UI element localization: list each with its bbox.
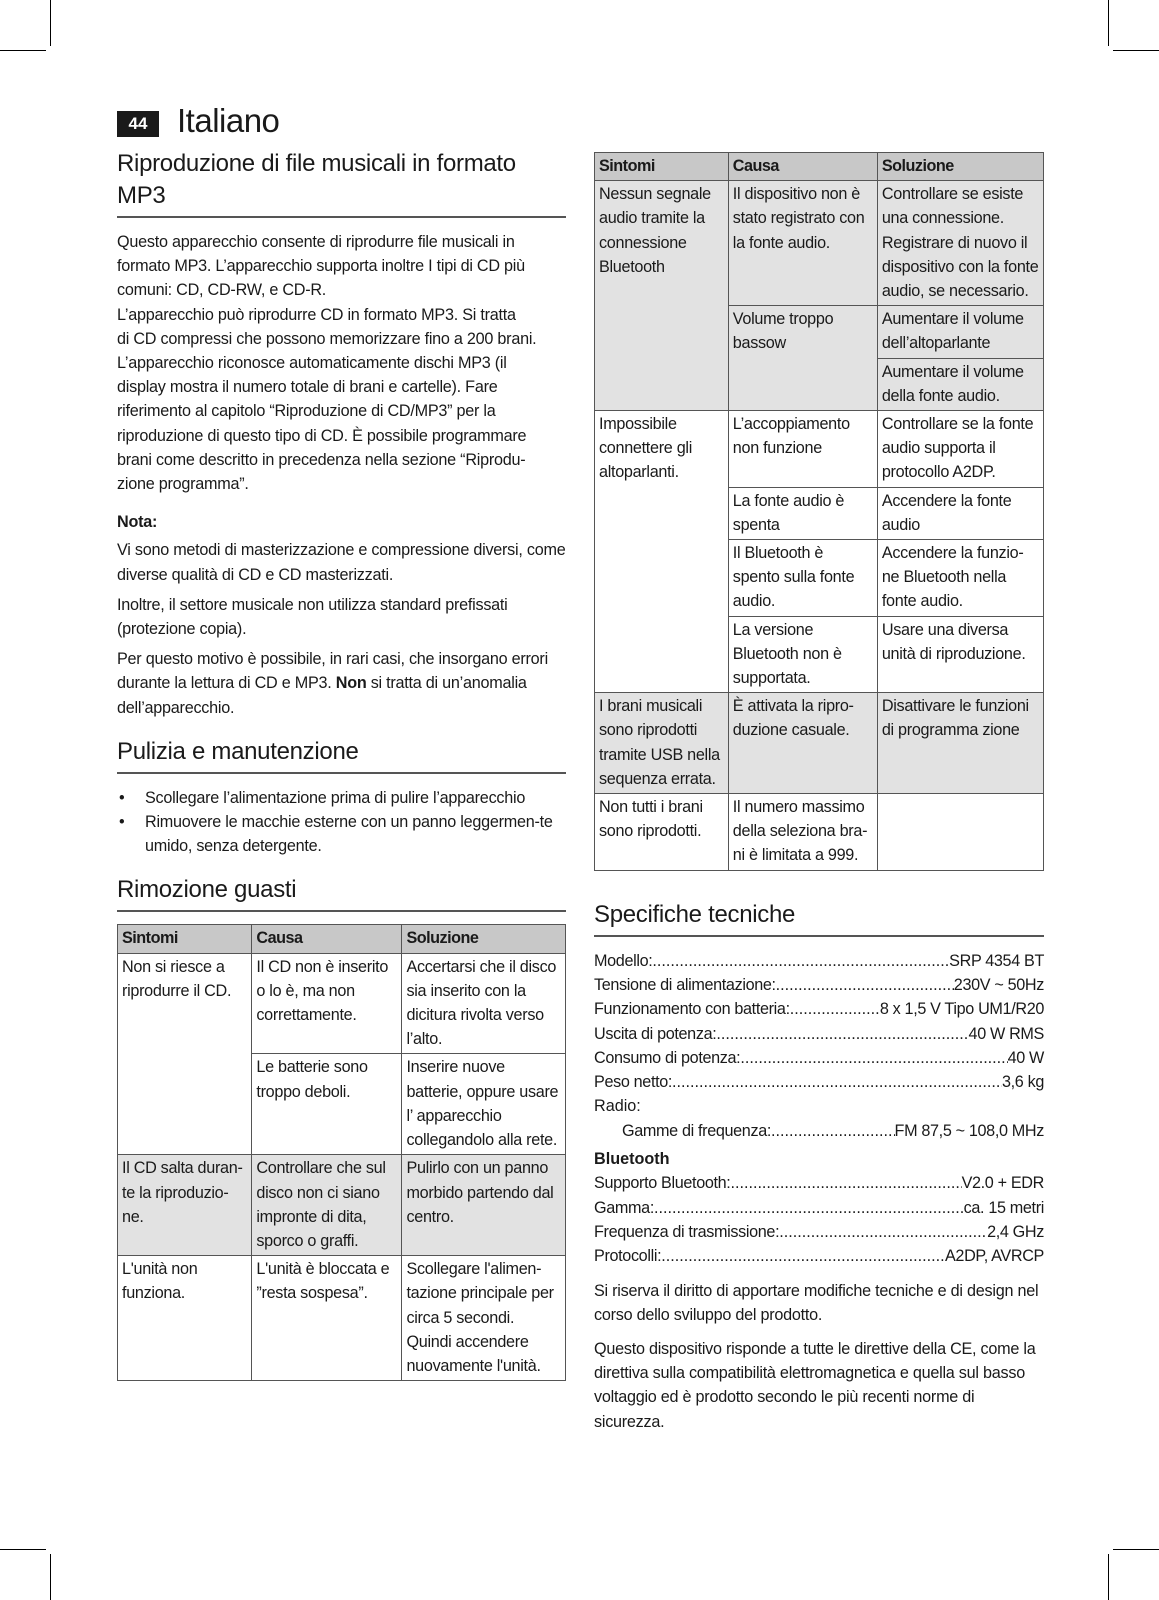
disclaimer-paragraph: Questo dispositivo risponde a tutte le direttive della CE, come la direttiva sulla compatibilità elettromagnetica e quella sul basso voltaggio ed è prodotto secondo le più recenti norme di sicurezza. [594,1339,1036,1431]
mp3-intro-line: L’apparecchio riconosce automaticamente dischi MP3 (il [117,354,507,373]
table-row [118,1155,566,1256]
note-block [117,538,566,719]
table-cell [877,794,1043,871]
table-row [595,693,1044,794]
table-cell: La versione Bluetooth non è supportata. [728,616,877,693]
note-bold-text: Non [335,674,367,693]
spec-value: 2,4 GHz [987,1222,1044,1241]
table-cell: Il dispositivo non è stato registrato con la fonte audio. [728,181,877,306]
table-cell: Accertarsi che il disco sia inserito con la dicitura rivolta verso l’alto. [402,953,566,1054]
spec-label: Consumo di potenza: [594,1048,741,1067]
mp3-intro-line: Questo apparecchio consente di riprodurre file musicali in [117,233,515,251]
mp3-intro-line: display mostra il numero totale di brani e cartelle). Fare [117,378,498,397]
note-paragraph: Vi sono metodi di masterizzazione e compressione diversi, come diverse qualità di CD e CD masterizzati. [117,541,566,584]
radio-label: Radio: [594,1097,641,1116]
table-row [595,794,1044,871]
table-cell: Inserire nuove batterie, oppure usare l’ apparecchio collegandolo alla rete. [402,1054,566,1155]
note-paragraph: Inoltre, il settore musicale non utilizza standard prefissati (protezione copia). [117,595,508,639]
spec-row [594,1022,1044,1046]
table-header: Soluzione [402,925,566,953]
note-text: Per questo motivo è possibile, in rari casi, che insorgano errori durante la lettura di CD e MP3. [117,650,548,693]
table-row [118,1256,566,1381]
table-cell: Il CD non è inserito o lo è, ma non correttamente. [252,953,402,1054]
spec-row [594,1171,1044,1195]
spec-label: Protocolli: [594,1247,662,1266]
table-cell: La fonte audio è spenta [728,487,877,539]
mp3-intro-line: L’apparecchio può riprodurre CD in formato MP3. Si tratta [117,305,516,324]
table-cell: Non tutti i brani sono riprodotti. [595,794,729,871]
list-item: • Scollegare l’alimentazione prima di pulire l’apparecchio [117,786,566,810]
table-cell: Non si riesce a riprodurre il CD. [118,953,252,1155]
table-cell: Aumentare il volume dell’altoparlante [877,306,1043,358]
spec-label: Tensione di alimentazione: [594,975,776,994]
spec-value: 40 W RMS [968,1024,1044,1043]
spec-value: SRP 4354 BT [949,951,1044,970]
left-column [117,148,566,1381]
table-cell: I brani musicali sono riprodotti tramite USB nella sequenza errata. [595,693,729,794]
table-header: Sintomi [118,925,252,953]
crop-mark [1108,1554,1109,1600]
spec-label: Gamme di frequenza: [622,1121,772,1140]
spec-label: Funzionamento con batteria: [594,1000,790,1019]
table-header-row [595,153,1044,181]
spec-label: Gamma: [594,1198,654,1217]
table-cell: Il numero massimo della seleziona bra-ni è limitata a 999. [728,794,877,871]
troubleshooting-table-left [117,924,566,1381]
table-cell: Controllare se esiste una connessione. Registrare di nuovo il dispositivo con la fonte audio, se necessario. [877,181,1043,306]
spec-label: Supporto Bluetooth: [594,1174,731,1193]
spec-label: Uscita di potenza: [594,1024,717,1043]
crop-mark [50,0,51,46]
table-header: Sintomi [595,153,729,181]
table-header: Soluzione [877,153,1043,181]
table-cell: Le batterie sono troppo deboli. [252,1054,402,1155]
note-label: Nota: [117,513,158,532]
spec-row [594,1244,1044,1268]
table-cell: Disattivare le funzioni di programma zione [877,693,1043,794]
table-cell: L'unità è bloccata e ”resta sospesa”. [252,1256,402,1381]
spec-row [594,973,1044,997]
spec-label: Modello: [594,951,653,970]
spec-value: 8 x 1,5 V Tipo UM1/R20 [879,1000,1044,1019]
crop-mark [0,1549,46,1550]
table-row [595,181,1044,306]
spec-value: V2.0 + EDR [961,1174,1044,1193]
crop-mark [1113,1549,1159,1550]
table-row [595,411,1044,488]
mp3-intro-line: comuni: CD, CD-RW, e CD-R. [117,281,327,300]
cleaning-section-title: Pulizia e manutenzione [117,736,566,774]
specs-section-title: Specifiche tecniche [594,899,1044,937]
troubleshooting-section-title: Rimozione guasti [117,874,566,912]
mp3-intro-line: riproduzione di questo tipo di CD. È possibile programmare [117,426,527,445]
mp3-intro-line: zione programma”. [117,475,249,494]
mp3-section-title: Riproduzione di file musicali in formato MP3 [117,148,566,218]
table-cell: Accendere la fonte audio [877,487,1043,539]
spec-value: FM 87,5 ~ 108,0 MHz [894,1121,1044,1140]
spec-row [594,1070,1044,1094]
note-paragraph [117,647,566,720]
crop-mark [1108,0,1109,46]
spec-row [594,1119,1044,1143]
table-cell: Nessun segnale audio tramite la connessione Bluetooth [595,181,729,411]
mp3-intro-line: formato MP3. L’apparecchio supporta inoltre I tipi di CD più [117,257,525,276]
language-heading: Italiano [177,102,280,139]
spec-row [594,1220,1044,1244]
spec-row [594,1046,1044,1070]
spec-value: 3,6 kg [1002,1073,1044,1092]
spec-row [594,997,1044,1021]
spec-value: 230V ~ 50Hz [953,975,1044,994]
table-cell: L'unità non funziona. [118,1256,252,1381]
crop-mark [0,50,46,51]
mp3-intro [117,230,566,496]
cleaning-list [117,786,566,859]
spec-value: A2DP, AVRCP [944,1247,1044,1266]
right-column [594,152,1044,1434]
mp3-intro-line: riferimento al capitolo “Riproduzione di CD/MP3” per la [117,402,496,421]
note-text: si tratta di un’anomalia dell’apparecchio. [117,674,527,717]
spec-label: Frequenza di trasmissione: [594,1222,780,1241]
list-item: • Rimuovere le macchie esterne con un panno leggermen-te umido, senza detergente. [117,810,566,858]
spec-row [594,949,1044,973]
table-cell: Usare una diversa unità di riproduzione. [877,616,1043,693]
spec-label: Peso netto: [594,1073,673,1092]
table-cell: Aumentare il volume della fonte audio. [877,358,1043,410]
mp3-intro-line: brani come descritto in precedenza nella sezione “Riprodu- [117,450,526,469]
table-header: Causa [252,925,402,953]
table-cell: Controllare se la fonte audio supporta il protocollo A2DP. [877,411,1043,488]
crop-mark [1113,50,1159,51]
table-cell: Scollegare l'alimen-tazione principale per circa 5 secondi. Quindi accendere nuovamente l'unità. [402,1256,566,1381]
table-cell: Pulirlo con un panno morbido partendo dal centro. [402,1155,566,1256]
table-cell: Accendere la funzio-ne Bluetooth nella fonte audio. [877,540,1043,617]
page-number: 44 [117,111,159,137]
table-cell: Il Bluetooth è spento sulla fonte audio. [728,540,877,617]
spec-row [594,1196,1044,1220]
table-cell: Controllare che sul disco non ci siano impronte di dita, sporco o graffi. [252,1155,402,1256]
table-cell: Il CD salta duran-te la riproduzio-ne. [118,1155,252,1256]
table-cell: Volume troppo bassow [728,306,877,411]
crop-mark [50,1554,51,1600]
table-cell: Impossibile connettere gli altoparlanti. [595,411,729,693]
disclaimer-paragraph: Si riserva il diritto di apportare modifiche tecniche e di design nel corso dello sviluppo del prodotto. [594,1281,1039,1324]
spec-value: 40 W [1007,1048,1044,1067]
table-cell: L’accoppiamento non funzione [728,411,877,488]
specs-list [594,949,1044,1269]
bluetooth-label: Bluetooth [594,1150,670,1169]
table-cell: È attivata la ripro-duzione casuale. [728,693,877,794]
troubleshooting-table-right [594,152,1044,871]
spec-value: ca. 15 metri [963,1198,1044,1217]
mp3-intro-line: di CD compressi che possono memorizzare fino a 200 brani. [117,329,537,348]
table-row [118,953,566,1054]
table-header: Causa [728,153,877,181]
table-header-row [118,925,566,953]
